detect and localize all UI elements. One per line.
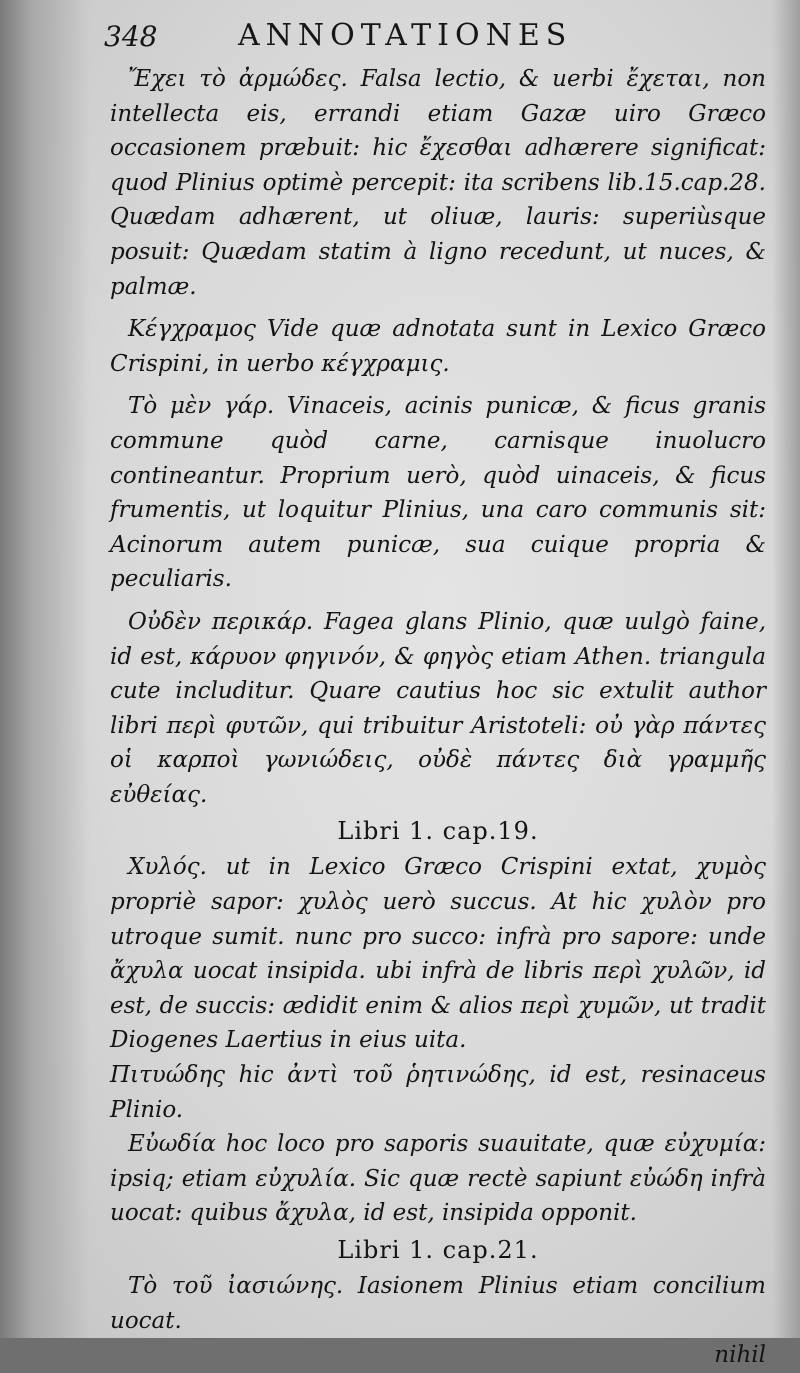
- page-header: [104, 16, 764, 60]
- paragraph-text: Εὐωδία hoc loco pro saporis suauitate, quæ εὐχυμία: ipsiq; etiam εὐχυλία. Sic quæ rectè sapiunt εὐώδη infrà uocat: quibus ἄχυλα, id est, insipida opponit.: [110, 1131, 766, 1227]
- page-edge-shadow: [772, 0, 800, 1338]
- annotation-paragraph: [110, 312, 766, 381]
- paragraph-text: Ἔχει τὸ ἀρμώδες. Falsa lectio, & uerbi ἔχεται, non intellecta eis, errandi etiam Gazæ uiro Græco occasionem præbuit: hic ἔχεσθαι adhærere significat: quod Plinius optimè percepit: ita scribens lib.15.cap.28. Quædam adhærent, ut oliuæ, lauris: superiùsque posuit: Quædam statim à ligno recedunt, ut nuces, & palmæ.: [110, 66, 766, 300]
- annotation-paragraph: [110, 389, 766, 597]
- running-title: ANNOTATIONES: [238, 18, 573, 53]
- paragraph-text: Χυλός. ut in Lexico Græco Crispini extat, χυμὸς propriè sapor: χυλὸς uerò succus. At hic χυλὸν pro utroque sumit. nunc pro succo: infrà pro sapore: unde ἄχυλα uocat insipida. ubi infrà de libris περὶ χυλῶν, id est, de succis: ædidit enim & alios περὶ χυμῶν, ut tradit Diogenes Laertius in eius uita.: [110, 854, 766, 1054]
- annotation-paragraph: [110, 62, 766, 304]
- section-heading: Libri 1. cap.19.: [337, 817, 539, 846]
- annotation-paragraph: [110, 605, 766, 813]
- catchword: nihil: [714, 1342, 766, 1369]
- annotation-paragraph: [110, 1058, 766, 1127]
- text-body: [110, 62, 766, 1373]
- paragraph-text: Οὐδὲν περικάρ. Fagea glans Plinio, quæ uulgò faine, id est, κάρυον φηγινόν, & φηγὸς etiam Athen. triangula cute includitur. Quare cautius hoc sic extulit author libri περὶ φυτῶν, qui tribuitur Aristoteli: οὐ γὰρ πάντες οἱ καρποὶ γωνιώδεις, οὐδὲ πάντες διὰ γραμμῆς εὐθείας.: [110, 608, 766, 808]
- page-gutter-shadow: [0, 0, 90, 1338]
- paragraph-text: Τὸ τοῦ ἰασιώνης. Iasionem Plinius etiam concilium uocat.: [110, 1273, 766, 1334]
- page-number: 348: [104, 20, 158, 53]
- paragraph-text: Κέγχραμος Vide quæ adnotata sunt in Lexico Græco Crispini, in uerbo κέγχραμις.: [110, 316, 766, 377]
- paragraph-text: Τὸ μὲν γάρ. Vinaceis, acinis punicæ, & ficus granis commune quòd carne, carnisque inuolucro contineantur. Proprium uerò, quòd uinaceis, & ficus frumentis, ut loquitur Plinius, una caro communis sit: Acinorum autem punicæ, sua cuique propria & peculiaris.: [110, 393, 766, 593]
- annotation-paragraph: [110, 850, 766, 1058]
- paragraph-text: Πιτυώδης hic ἀντὶ τοῦ ῥητινώδης, id est, resinaceus Plinio.: [110, 1062, 766, 1123]
- annotation-paragraph: [110, 1127, 766, 1231]
- annotation-paragraph: [110, 1269, 766, 1338]
- section-heading: Libri 1. cap.21.: [337, 1236, 539, 1264]
